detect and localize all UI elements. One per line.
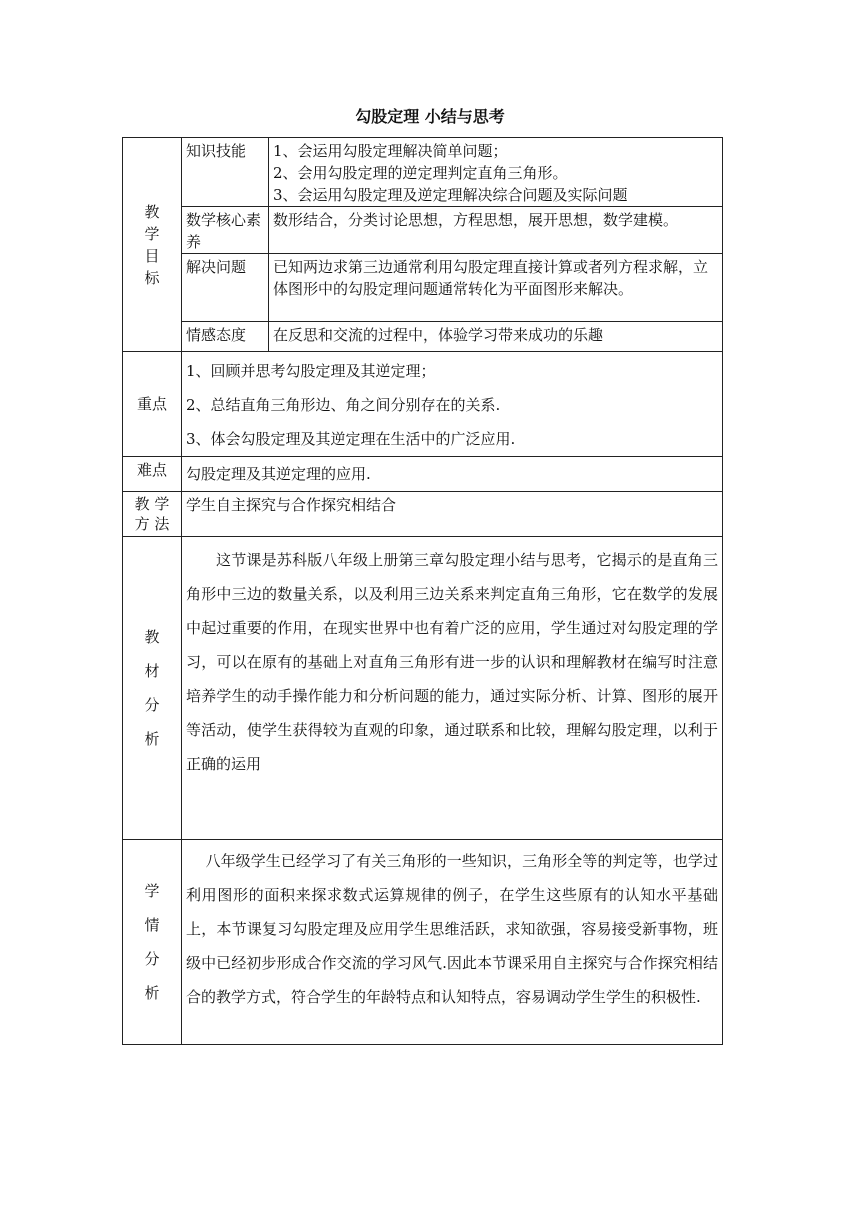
category-char: 情 <box>144 916 160 934</box>
method-row <box>123 492 723 537</box>
category-char: 析 <box>144 730 160 748</box>
student-analysis-text: 八年级学生已经学习了有关三角形的一些知识，三角形全等的判定等，也学过利用图形的面积来探求数式运算规律的例子，在学生这些原有的认知水平基础上，本节课复习勾股定理及应用学生思维活跃，求知欲强，容易接受新事物，班级中已经初步形成合作交流的学习风气.因此本节课采用自主探究与合作探究相结合的教学方式，符合学生的年龄特点和认知特点，容易调动学生学生的积极性. <box>182 840 723 1045</box>
textbook-analysis-text: 这节课是苏科版八年级上册第三章勾股定理小结与思考，它揭示的是直角三角形中三边的数量关系，以及利用三边关系来判定直角三角形，它在数学的发展中起过重要的作用，在现实世界中也有着广泛的应用，学生通过对勾股定理的学习，可以在原有的基础上对直角三角形有进一步的认识和理解教材在编写时注意培养学生的动手操作能力和分析问题的能力，通过实际分析、计算、图形的展开等活动，使学生获得较为直观的印象，通过联系和比较，理解勾股定理，以利于正确的运用 <box>182 537 723 840</box>
objective-content <box>269 322 723 352</box>
category-char: 学 <box>144 882 160 900</box>
objective-row-attitude <box>123 322 723 352</box>
category-char: 材 <box>144 662 160 680</box>
objective-line: 2、会用勾股定理的逆定理判定直角三角形。 <box>273 164 568 182</box>
key-point-line: 1、回顾并思考勾股定理及其逆定理； <box>186 362 436 380</box>
difficulty-content: 勾股定理及其逆定理的应用. <box>182 457 723 492</box>
key-points-row <box>123 352 723 457</box>
key-point-line: 3、体会勾股定理及其逆定理在生活中的广泛应用. <box>186 430 516 448</box>
category-char: 分 <box>144 696 160 714</box>
objective-row-literacy <box>123 207 723 254</box>
objective-row-problem-solving <box>123 254 723 322</box>
textbook-analysis-row <box>123 537 723 840</box>
category-char: 教 <box>144 202 160 221</box>
key-point-line: 2、总结直角三角形边、角之间分别存在的关系. <box>186 396 501 414</box>
objective-content <box>269 207 723 254</box>
objective-row-knowledge <box>123 138 723 207</box>
students-category-cell <box>123 840 182 1045</box>
key-points-content <box>182 352 723 457</box>
category-char: 标 <box>144 268 160 287</box>
objective-label: 知识技能 <box>182 138 269 207</box>
textbook-category-cell <box>123 537 182 840</box>
objective-content <box>269 138 723 207</box>
method-content: 学生自主探究与合作探究相结合 <box>182 492 723 537</box>
objective-line: 1、会运用勾股定理解决简单问题； <box>273 142 508 160</box>
document-title: 勾股定理 小结与思考 <box>355 107 505 126</box>
difficulty-row <box>123 457 723 492</box>
student-analysis-row <box>123 840 723 1045</box>
objectives-category-cell <box>123 138 182 352</box>
difficulty-label: 难点 <box>123 457 182 492</box>
objective-line: 在反思和交流的过程中，体验学习带来成功的乐趣 <box>273 326 604 344</box>
lesson-plan-table <box>122 137 723 1045</box>
objective-line: 已知两边求第三边通常利用勾股定理直接计算或者列方程求解，立体图形中的勾股定理问题通常转化为平面图形来解决。 <box>273 258 709 298</box>
key-points-label: 重点 <box>123 352 182 457</box>
objective-line: 3、会运用勾股定理及逆定理解决综合问题及实际问题 <box>273 186 628 204</box>
category-char: 目 <box>144 246 160 265</box>
objective-line: 数形结合，分类讨论思想，方程思想，展开思想，数学建模。 <box>273 211 679 229</box>
objective-label: 数学核心素养 <box>182 207 269 254</box>
objective-label: 情感态度 <box>182 322 269 352</box>
category-char: 析 <box>144 984 160 1002</box>
category-char: 教 <box>144 628 160 646</box>
method-label: 教 学 方 法 <box>123 492 182 537</box>
category-char: 分 <box>144 950 160 968</box>
objective-content <box>269 254 723 322</box>
objective-label: 解决问题 <box>182 254 269 322</box>
category-char: 学 <box>144 224 160 243</box>
